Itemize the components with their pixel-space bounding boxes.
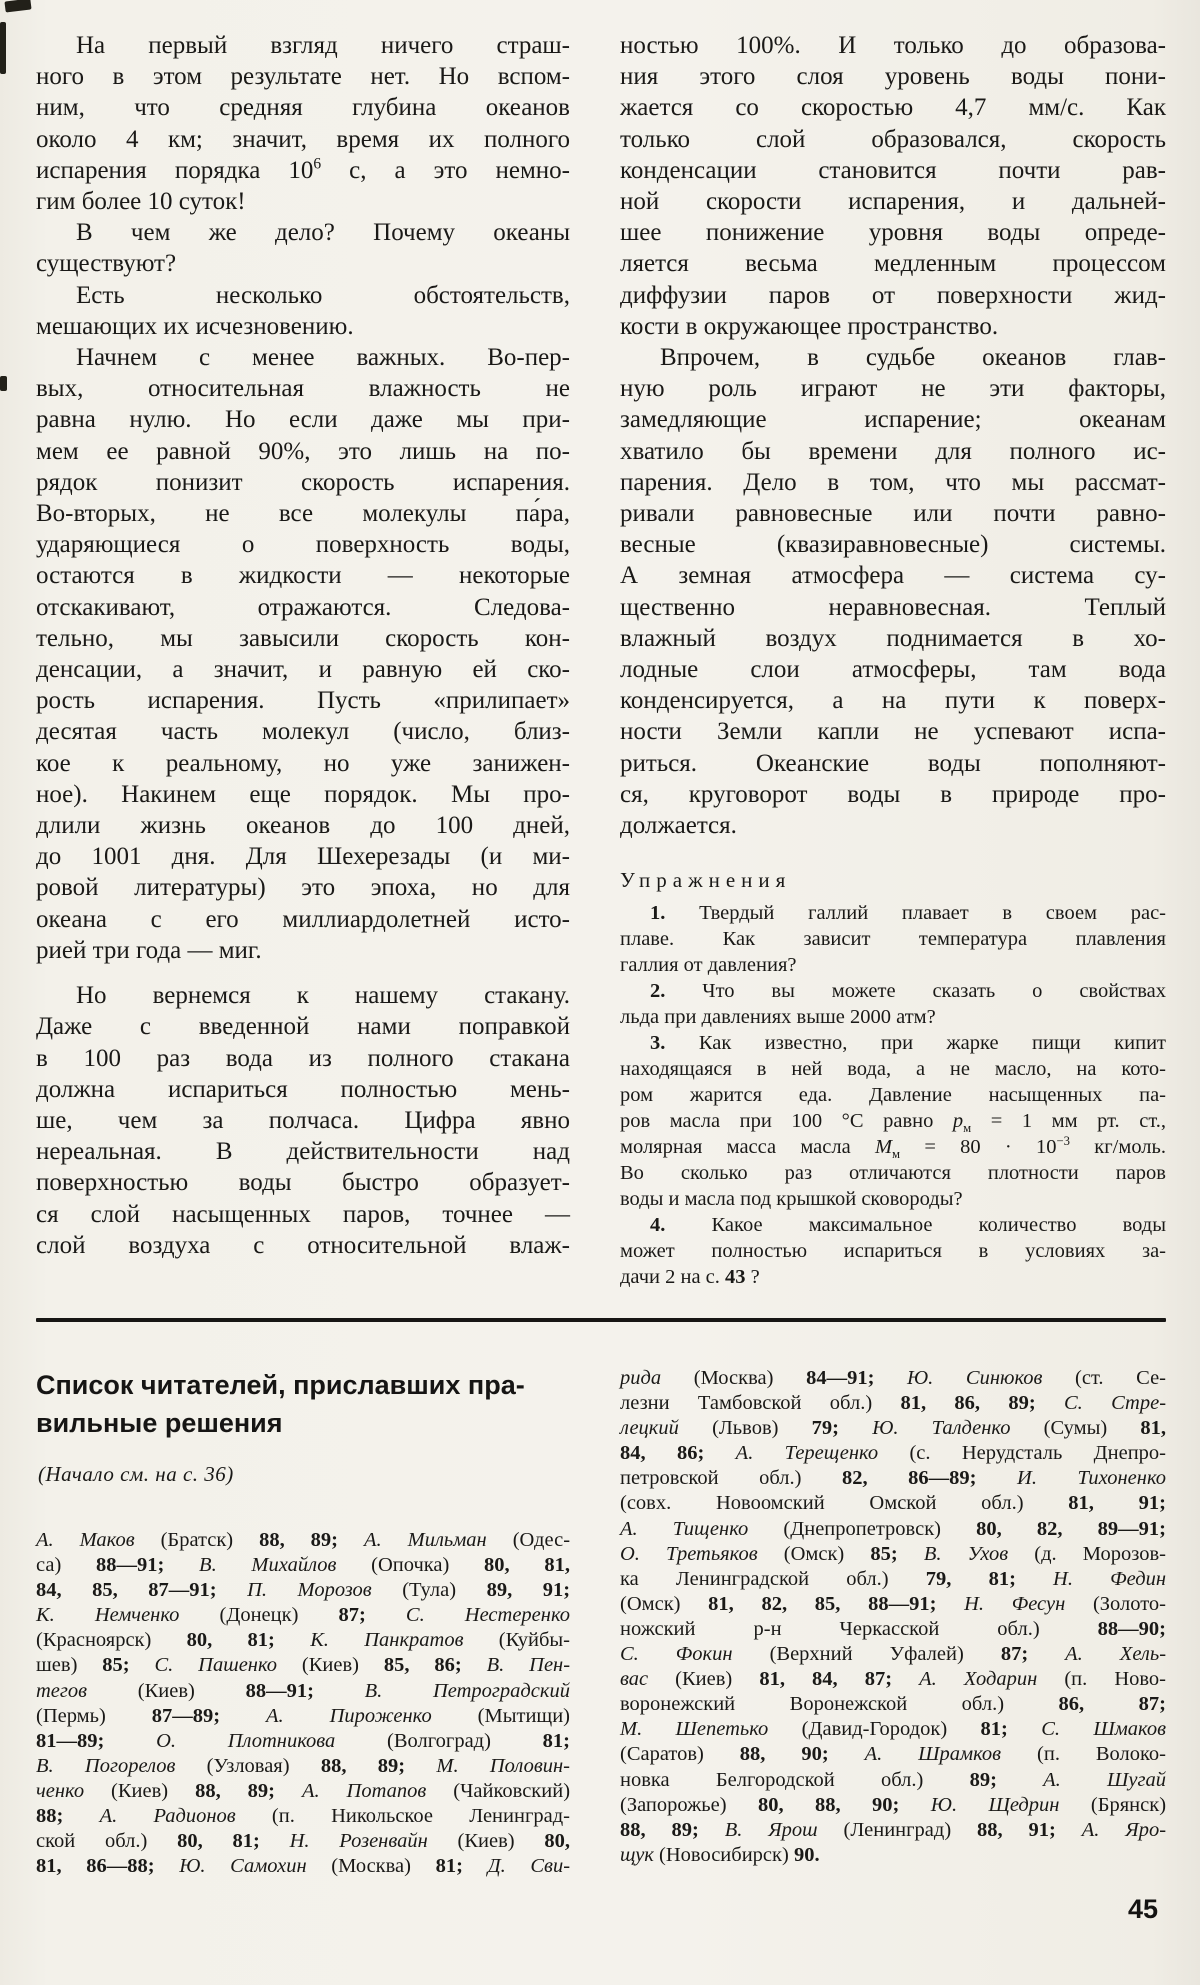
exercise-item: [620, 1212, 1166, 1290]
text-line: (Омск) 81, 82, 85, 88—91; Н. Фесун (Золото-: [620, 1592, 1166, 1615]
text-line: может полностью испариться в условиях за-: [620, 1240, 1166, 1263]
text-line: ривали равновесные или почти равно-: [620, 500, 1166, 528]
text-line: А. Тищенко (Днепропетровск) 80, 82, 89—91;: [620, 1517, 1167, 1540]
paragraph: [36, 280, 570, 342]
text-line: Во сколько раз отличаются плотности паров: [620, 1162, 1166, 1185]
text-line: ляется весьма медленным процессом: [620, 250, 1166, 278]
text-line: К. Немченко (Донецк) 87; С. Нестеренко: [36, 1604, 571, 1627]
text-line: находящаяся в ней вода, а не масло, на кото-: [620, 1058, 1166, 1081]
text-line: риться. Океанские воды пополняют-: [620, 749, 1166, 777]
paragraph: [36, 980, 570, 1261]
text-line: замедляющие испарение; океанам: [620, 406, 1166, 434]
article-column-left: [36, 30, 570, 1261]
scan-artifact: [4, 0, 31, 13]
readers-list-text: [36, 1528, 570, 1879]
text-line: шее понижение уровня воды опреде-: [620, 219, 1166, 247]
scan-artifact: [0, 376, 7, 391]
text-line: са) 88—91; В. Михайлов (Опочка) 80, 81,: [36, 1554, 571, 1577]
text-line: мем ее равной 90%, это лишь на по-: [36, 437, 570, 465]
readers-list-text: [620, 1366, 1166, 1868]
text-line: А. Маков (Братск) 88, 89; А. Мильман (Одес-: [36, 1529, 571, 1551]
text-line: ностью 100%. И только до образова-: [620, 32, 1166, 59]
text-line: тельно, мы завысили скорость кон-: [36, 624, 570, 652]
text-line: ножский р-н Черкасской обл.) 88—90;: [620, 1617, 1166, 1640]
text-line: Есть несколько обстоятельств,: [76, 281, 570, 309]
text-line: только слой образовался, скорость: [620, 125, 1166, 153]
text-line: конденсируется, а на пути к поверх-: [620, 687, 1166, 715]
paragraph: [36, 342, 570, 966]
exercise-item: [620, 978, 1166, 1030]
text-line: равна нулю. Но если даже мы при-: [36, 406, 570, 434]
text-line: ка Ленинградской обл.) 79, 81; Н. Федин: [620, 1567, 1166, 1590]
text-line: ровой литературы) это эпоха, но для: [36, 874, 570, 902]
text-line: испарения порядка $10^6$ с, а это немно-: [36, 155, 570, 184]
text-line: остаются в жидкости — некоторые: [36, 562, 570, 590]
text-line: Впрочем, в судьбе океанов глав-: [660, 344, 1166, 372]
text-line: должна испариться полностью мень-: [36, 1075, 570, 1103]
text-line: рядок понизит скорость испарения.: [36, 468, 570, 496]
paragraph: [620, 30, 1166, 342]
text-line: 1. Твердый галлий плавает в своем рас-: [650, 902, 1166, 925]
text-line: петровской обл.) 82, 86—89; И. Тихоненко: [620, 1467, 1167, 1490]
text-line: диффузии паров от поверхности жид-: [620, 281, 1166, 309]
text-line: галлия от давления?: [620, 954, 797, 977]
text-line: ской обл.) 80, 81; Н. Розенвайн (Киев) 80,: [36, 1830, 570, 1853]
text-line: мешающих их исчезновению.: [36, 312, 354, 340]
text-line: 81—89; О. Плотникова (Волгоград) 81;: [36, 1729, 570, 1752]
text-line: лодные слои атмосферы, там вода: [620, 656, 1166, 684]
text-line: в 100 раз вода из полного стакана: [36, 1044, 570, 1072]
text-line: должается.: [620, 812, 737, 840]
text-line: слой воздуха с относительной влаж-: [36, 1231, 570, 1259]
text-line: 88, 89; В. Ярош (Ленинград) 88, 91; А. Яро-: [620, 1818, 1167, 1841]
text-line: воронежский Воронежской обл.) 86, 87;: [620, 1693, 1167, 1716]
article-column-right: [620, 30, 1166, 1290]
readers-continuation-note: (Начало см. на с. 36): [38, 1462, 234, 1486]
paragraph: [36, 217, 570, 279]
text-line: рость испарения. Пусть «прилипает»: [36, 687, 570, 715]
text-line: влажный воздух поднимается в хо-: [620, 624, 1166, 652]
readers-column-right: [620, 1366, 1166, 1868]
text-line: В. Погорелов (Узловая) 88, 89; М. Половин-: [36, 1754, 570, 1777]
text-line: (Запорожье) 80, 88, 90; Ю. Щедрин (Брянск): [620, 1793, 1167, 1816]
text-line: 84, 86; А. Терещенко (с. Нерудсталь Днепро-: [620, 1442, 1167, 1465]
text-line: хватило бы времени для полного ис-: [620, 437, 1166, 465]
text-line: ния этого слоя уровень воды пони-: [620, 63, 1166, 91]
exercises-heading: [620, 867, 1166, 893]
readers-column-left: [36, 1528, 570, 1879]
text-line: Даже с введенной нами поправкой: [36, 1013, 570, 1041]
text-line: ной скорости испарения, и дальней-: [620, 188, 1166, 216]
text-line: А земная атмосфера — система су-: [620, 562, 1166, 590]
readers-title-line: Список читателей, приславших пра-: [36, 1370, 525, 1400]
text-line: ним, что средняя глубина океанов: [36, 94, 570, 122]
text-line: В чем же дело? Почему океаны: [76, 219, 570, 247]
text-line: 4. Какое максимальное количество воды: [650, 1214, 1166, 1237]
text-line: 3. Как известно, при жарке пищи кипит: [650, 1032, 1166, 1055]
text-line: Во-вторых, не все молекулы па́ра,: [36, 500, 570, 528]
text-line: ударяющиеся о поверхность воды,: [36, 531, 570, 559]
text-line: рией три года — миг.: [36, 936, 262, 964]
text-line: гим более 10 суток!: [36, 188, 246, 216]
text-line: молярная масса масла $M_м = 80 \cdot 10^{-3}$ кг/моль.: [620, 1134, 1167, 1162]
text-line: Упражнения: [620, 868, 792, 893]
text-line: ности Земли капли не успевают испа-: [620, 718, 1166, 746]
exercise-item: [620, 900, 1166, 978]
paragraph: [620, 342, 1166, 841]
text-line: ное). Накинем еще порядок. Мы про-: [36, 780, 570, 808]
text-line: вас (Киев) 81, 84, 87; А. Ходарин (п. Ново-: [620, 1668, 1167, 1691]
page-number: 45: [1128, 1894, 1159, 1924]
text-line: поверхностью воды быстро образует-: [36, 1169, 570, 1197]
text-line: конденсации становится почти рав-: [620, 156, 1166, 184]
text-line: 88; А. Радионов (п. Никольское Ленинград-: [36, 1805, 570, 1828]
text-line: десятая часть молекул (число, близ-: [36, 718, 570, 746]
text-line: до 1001 дня. Для Шехерезады (и ми-: [36, 843, 570, 871]
text-line: О. Третьяков (Омск) 85; В. Ухов (д. Морозов-: [620, 1542, 1166, 1565]
section-divider-rule: [36, 1318, 1166, 1322]
text-line: кости в окружающее пространство.: [620, 312, 999, 340]
paragraph: [36, 30, 570, 217]
text-line: ров масла при 100 °С равно $p_м = 1$ мм рт. ст.,: [620, 1110, 1166, 1136]
text-line: лезни Тамбовской обл.) 81, 86, 89; С. Стре-: [620, 1392, 1167, 1415]
exercise-item: [620, 1030, 1166, 1212]
text-line: вых, относительная влажность не: [36, 375, 570, 403]
readers-title-line: вильные решения: [36, 1408, 283, 1438]
text-line: 84, 85, 87—91; П. Морозов (Тула) 89, 91;: [36, 1579, 571, 1602]
text-line: новка Белгородской обл.) 89; А. Шугай: [620, 1768, 1167, 1791]
text-line: длили жизнь океанов до 100 дней,: [36, 812, 570, 840]
text-line: На первый взгляд ничего страш-: [76, 32, 570, 59]
text-line: лецкий (Львов) 79; Ю. Талденко (Сумы) 81,: [620, 1417, 1167, 1440]
scan-artifact: [0, 22, 6, 74]
text-line: 81, 86—88; Ю. Самохин (Москва) 81; Д. Сви-: [36, 1855, 571, 1878]
text-line: ного в этом результате нет. Но вспом-: [36, 63, 570, 91]
text-line: жается со скоростью 4,7 мм/с. Как: [620, 94, 1166, 122]
text-line: ром жарится еда. Давление насыщенных па-: [620, 1084, 1166, 1107]
text-line: рида (Москва) 84—91; Ю. Синюков (ст. Се-: [620, 1367, 1166, 1389]
text-line: существуют?: [36, 250, 177, 278]
text-line: (Пермь) 87—89; А. Пироженко (Мытищи): [36, 1704, 571, 1727]
text-line: С. Фокин (Верхний Уфалей) 87; А. Хель-: [620, 1643, 1167, 1666]
text-line: М. Шепетько (Давид-Городок) 81; С. Шмаков: [620, 1718, 1167, 1741]
text-line: денсации, а значит, и равную ей ско-: [36, 656, 570, 684]
text-line: щественно неравновесная. Теплый: [620, 593, 1166, 621]
text-line: льда при давлениях выше 2000 атм?: [620, 1006, 936, 1029]
text-line: кое к реальному, но уже занижен-: [36, 749, 570, 777]
text-line: плаве. Как зависит температура плавления: [620, 928, 1166, 951]
text-line: ченко (Киев) 88, 89; А. Потапов (Чайковский): [36, 1779, 571, 1802]
text-line: (Красноярск) 80, 81; К. Панкратов (Куйбы-: [36, 1629, 571, 1652]
text-line: отскакивают, отражаются. Следова-: [36, 593, 570, 621]
readers-section-title: [36, 1366, 576, 1442]
text-line: нереальная. В действительности над: [36, 1138, 570, 1166]
text-line: океана с его миллиардолетней исто-: [36, 905, 570, 933]
text-line: тегов (Киев) 88—91; В. Петроградский: [36, 1679, 570, 1702]
text-line: шев) 85; С. Пашенко (Киев) 85, 86; В. Пен-: [36, 1654, 571, 1677]
text-line: (Саратов) 88, 90; А. Шрамков (п. Волоко-: [620, 1743, 1166, 1766]
text-line: (совх. Новоомский Омской обл.) 81, 91;: [620, 1492, 1167, 1515]
text-line: щук (Новосибирск) 90.: [620, 1843, 820, 1866]
text-line: парения. Дело в том, что мы рассмат-: [620, 468, 1166, 496]
text-line: воды и масла под крышкой сковороды?: [620, 1188, 963, 1211]
text-line: Начнем с менее важных. Во-пер-: [76, 344, 570, 372]
text-line: около 4 км; значит, время их полного: [36, 125, 570, 153]
text-line: 2. Что вы можете сказать о свойствах: [650, 980, 1166, 1003]
text-line: ную роль играют не эти факторы,: [620, 375, 1166, 403]
text-line: ше, чем за полчаса. Цифра явно: [36, 1106, 570, 1134]
text-line: весные (квазиравновесные) системы.: [620, 531, 1166, 559]
text-line: Но вернемся к нашему стакану.: [76, 982, 570, 1010]
text-line: ся, круговорот воды в природе про-: [620, 780, 1166, 808]
text-line: дачи 2 на с. 43 ?: [620, 1266, 760, 1289]
text-line: ся слой насыщенных паров, точнее —: [36, 1200, 570, 1228]
